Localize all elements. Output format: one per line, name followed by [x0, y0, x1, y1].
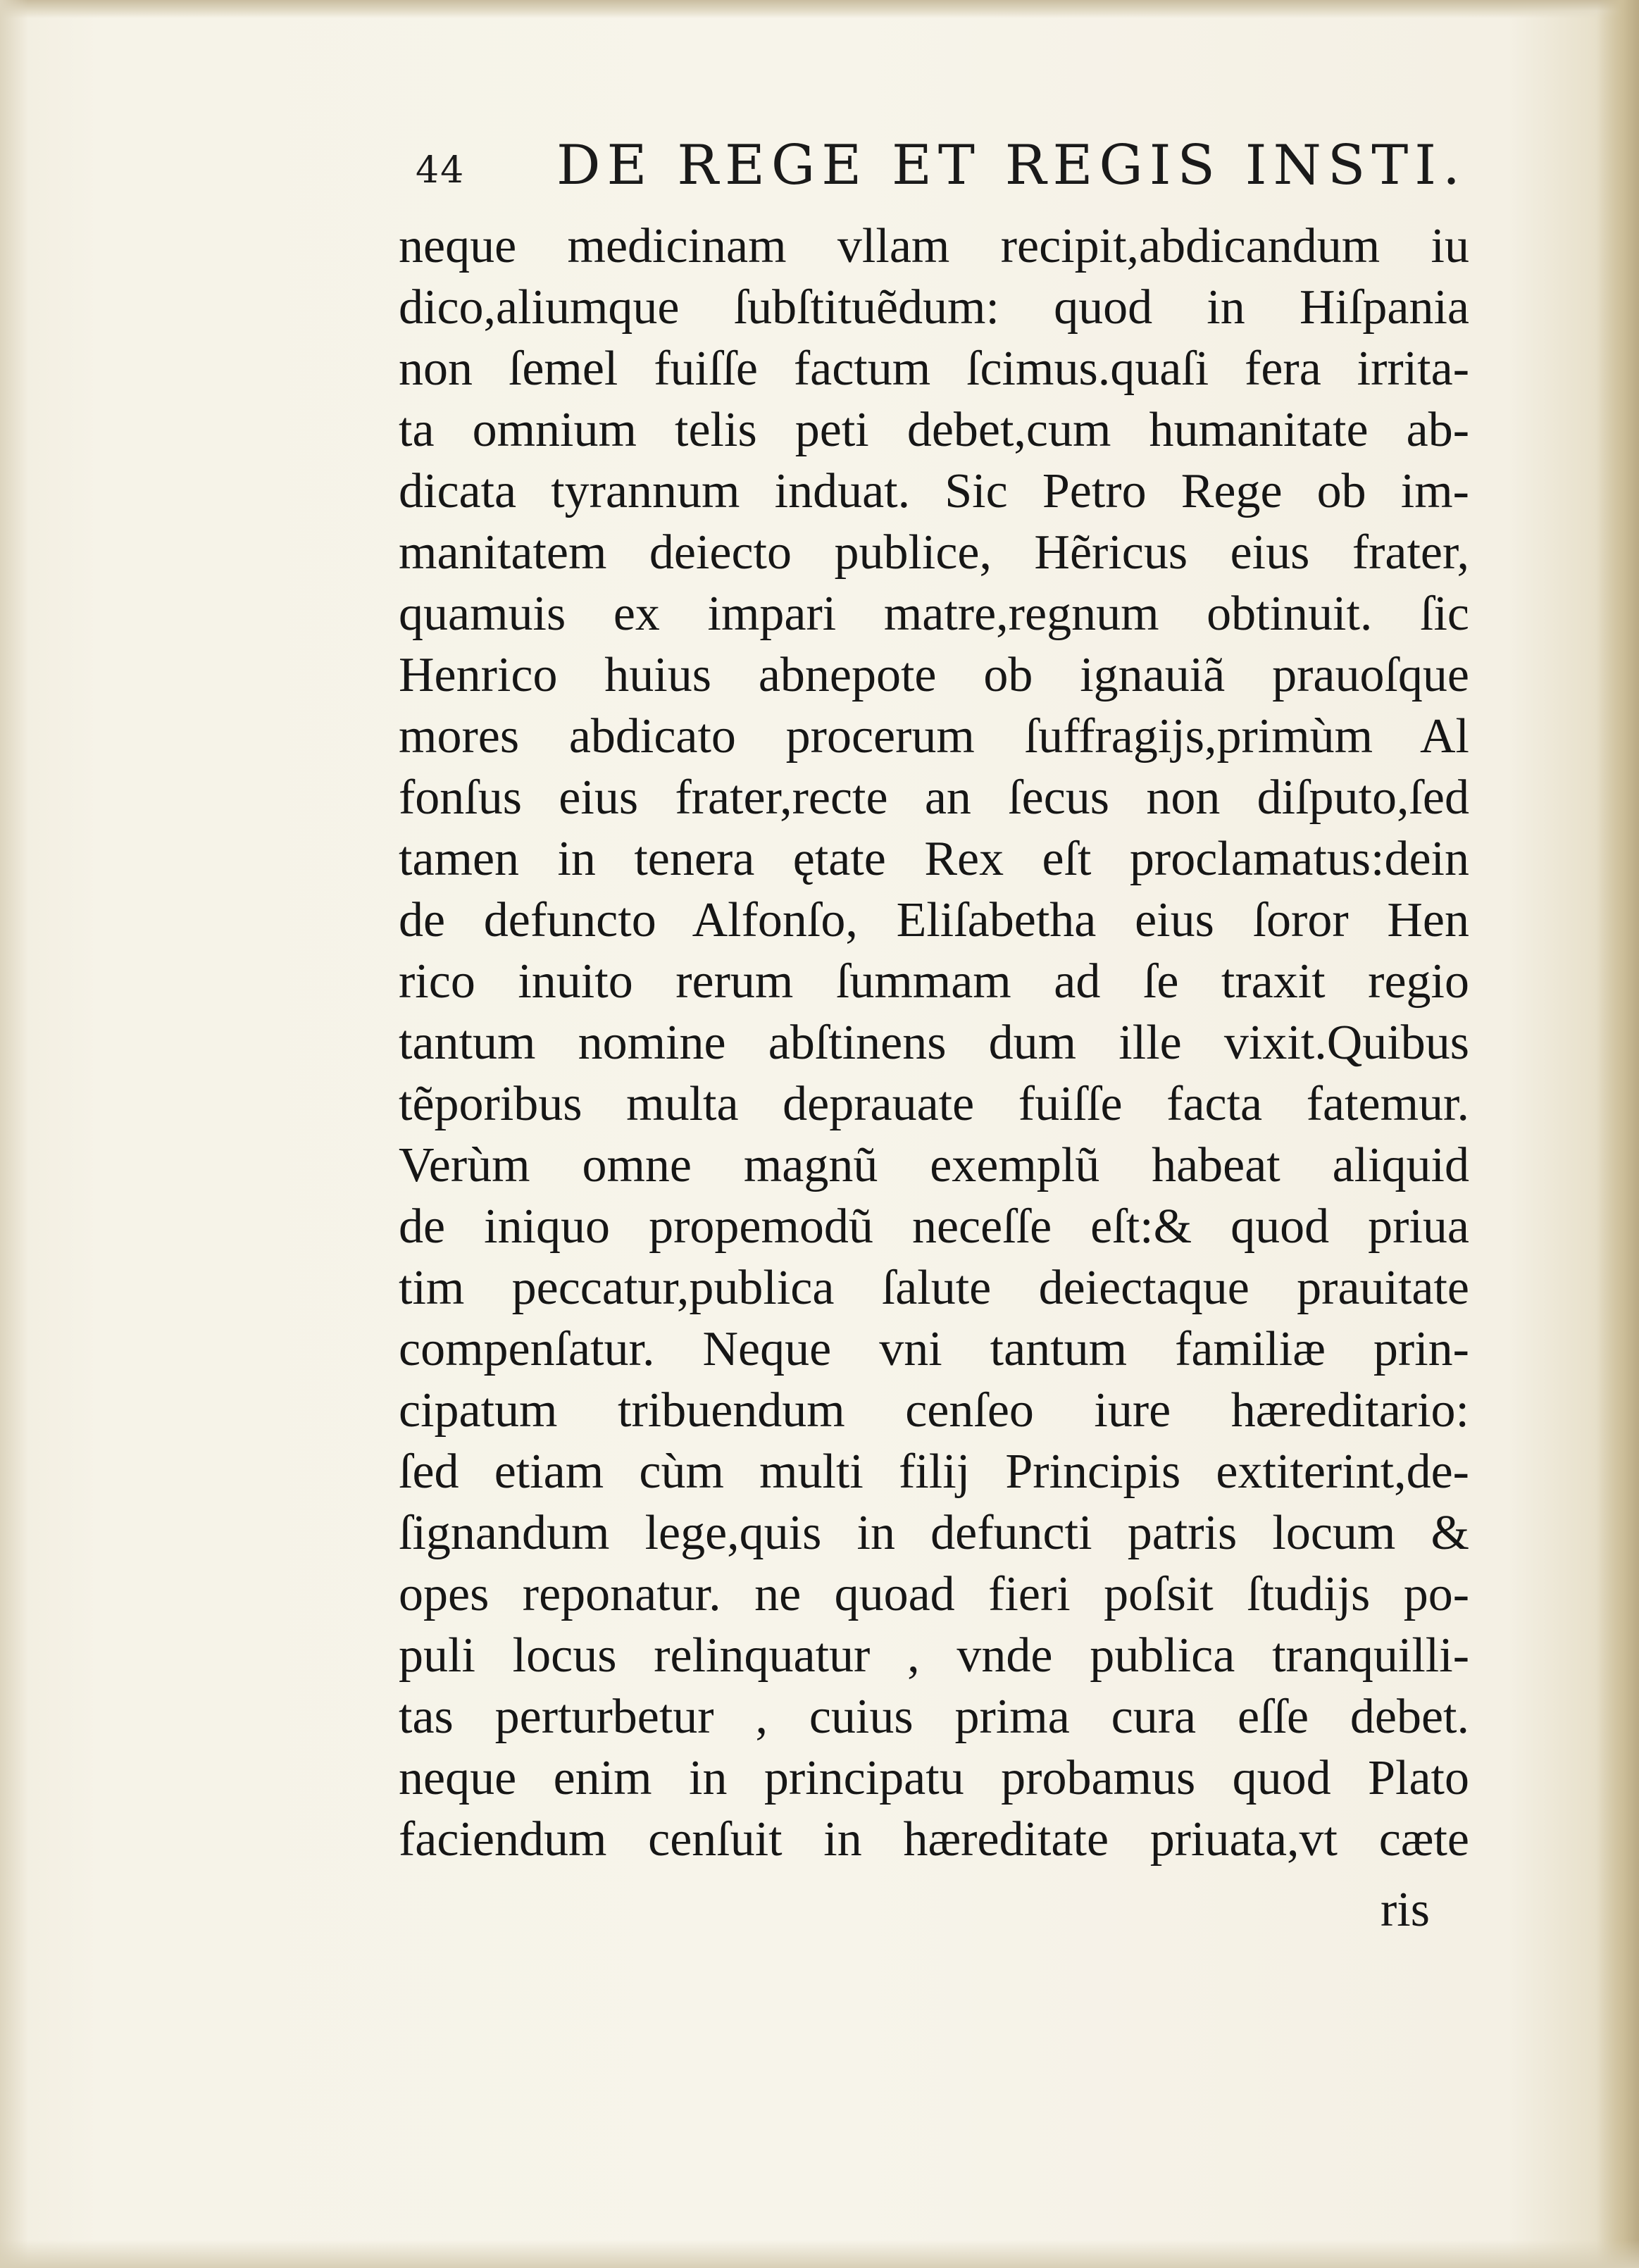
text-line: neque medicinam vllam recipit,abdicandum iu — [399, 219, 1469, 273]
text-line: fonſus eius frater,recte an ſecus non diſputo,ſed — [399, 771, 1469, 825]
text-line: non ſemel fuiſſe factum ſcimus.quaſi fera irrita- — [399, 342, 1469, 396]
text-line: neque enim in principatu probamus quod Plato — [399, 1751, 1469, 1805]
text-line: puli locus relinquatur , vnde publica tranquilli- — [399, 1628, 1469, 1683]
text-line: faciendum cenſuit in hæreditate priuata,vt cæte — [399, 1812, 1469, 1867]
text-line: tẽporibus multa deprauate fuiſſe facta fatemur. — [399, 1077, 1469, 1131]
text-line: de defuncto Alfonſo, Eliſabetha eius ſoror Hen — [399, 893, 1469, 947]
text-line: tantum nomine abſtinens dum ille vixit.Quibus — [399, 1016, 1469, 1070]
text-line: ſignandum lege,quis in defuncti patris locum & — [399, 1506, 1469, 1560]
text-line: cipatum tribuendum cenſeo iure hæreditario: — [399, 1383, 1469, 1438]
text-line: tamen in tenera ętate Rex eſt proclamatus:dein — [399, 832, 1469, 886]
page-top-edge — [0, 0, 1639, 18]
text-line: manitatem deiecto publice, Hẽricus eius frater, — [399, 525, 1469, 580]
text-line: tim peccatur,publica ſalute deiectaque prauitate — [399, 1261, 1469, 1315]
text-line: mores abdicato procerum ſuffragijs,primùm Al — [399, 709, 1469, 764]
text-line: de iniquo propemodũ neceſſe eſt:& quod priua — [399, 1200, 1469, 1254]
catchword: ris — [1381, 1883, 1430, 1937]
page-bottom-edge — [0, 2240, 1639, 2268]
text-line: opes reponatur. ne quoad fieri poſsit ſtudijs po- — [399, 1567, 1469, 1621]
text-line: ta omnium telis peti debet,cum humanitate ab- — [399, 403, 1469, 457]
text-line: rico inuito rerum ſummam ad ſe traxit regio — [399, 954, 1469, 1009]
page-number: 44 — [416, 149, 466, 192]
text-line: Verùm omne magnũ exemplũ habeat aliquid — [399, 1138, 1469, 1192]
page-fore-edge — [1597, 0, 1639, 2268]
page-gutter-shadow — [0, 0, 28, 2268]
text-line: tas perturbetur , cuius prima cura eſſe debet. — [399, 1690, 1469, 1744]
text-line: compenſatur. Neque vni tantum familiæ prin- — [399, 1322, 1469, 1376]
text-line: Henrico huius abnepote ob ignauiã prauoſque — [399, 648, 1469, 702]
running-head — [416, 134, 1466, 211]
text-line: ſed etiam cùm multi filij Principis extiterint,de- — [399, 1445, 1469, 1499]
text-line: dico,aliumque ſubſtituẽdum: quod in Hiſpania — [399, 280, 1469, 335]
body-text — [399, 216, 1469, 1870]
running-title: DE REGE ET REGIS INSTI. — [556, 134, 1466, 197]
text-line: quamuis ex impari matre,regnum obtinuit. ſic — [399, 587, 1469, 641]
text-line: dicata tyrannum induat. Sic Petro Rege ob im- — [399, 464, 1469, 518]
